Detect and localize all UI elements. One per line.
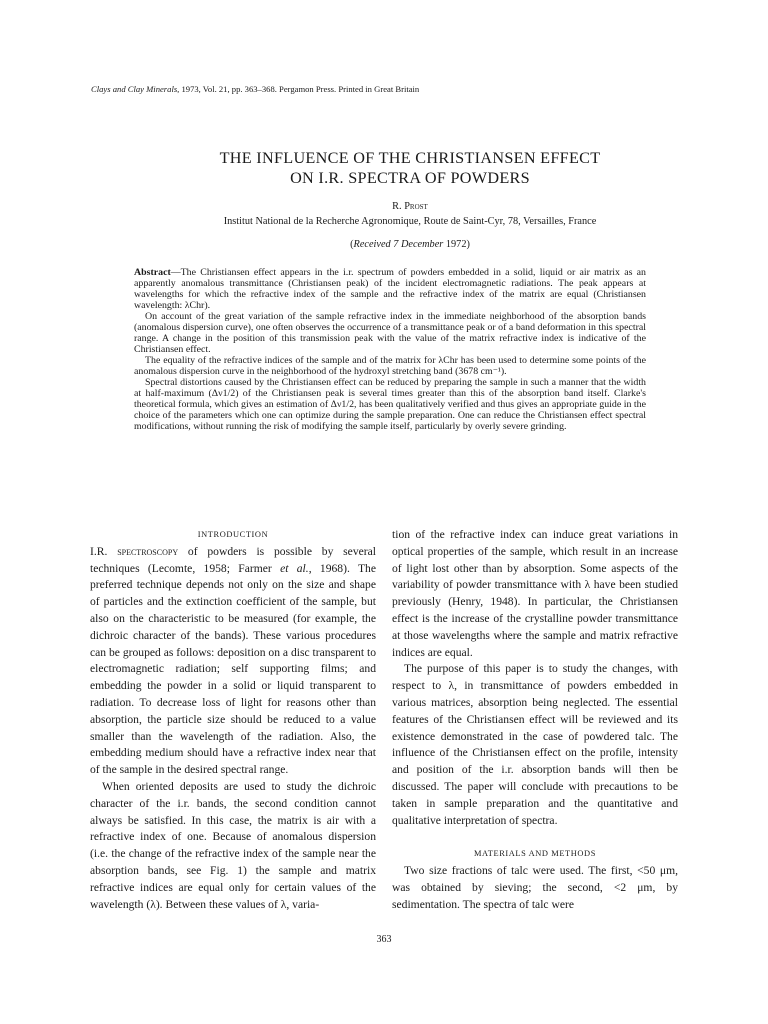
affiliation: Institut National de la Recherche Agronomique, Route de Saint-Cyr, 78, Versailles, France [223, 216, 597, 227]
journal-citation: 1973, Vol. 21, pp. 363–368. Pergamon Press. Printed in Great Britain [179, 84, 420, 94]
abstract-p1-text: —The Christiansen effect appears in the i.r. spectrum of powders embedded in a solid, liquid or air matrix as an apparently anomalous transmittance (Christiansen peak) of the incident electromagnetic radiations. The peak appears at wavelengths for which the refractive index of the sample and the refractive index of the matrix are equal (Christiansen wavelength: λChr). [134, 267, 646, 311]
page-number: 363 [376, 934, 392, 945]
materials-paragraph-1: Two size fractions of talc were used. The first, <50 μm, was obtained by sieving; the second, <2 μm, by sedimentation. The spectra of talc were [392, 864, 678, 911]
introduction-paragraph-4: The purpose of this paper is to study the changes, with respect to λ, in transmittance of powders embedded in various matrices, absorption being neglected. The essential features of the Christiansen effect will be reviewed and its existence demonstrated in the case of powdered talc. The influence of the Christiansen effect on the profile, intensity and position of the i.r. absorption bands will then be discussed. The paper will conclude with precautions to be taken in sample preparation and the quantitative and qualitative interpretation of spectra. [392, 662, 678, 827]
received-text: Received 7 December [353, 239, 444, 250]
received-date [90, 239, 730, 251]
intro-p1-a: of powders is possible by several techniques (Lecomte, 1958; Farmer [90, 544, 376, 575]
introduction-paragraph-1 [90, 544, 376, 779]
abstract-paragraph-2: On account of the great variation of the sample refractive index in the immediate neighborhood of the absorption bands (anomalous dispersion curve), one often observes the occurrence of a transmittance peak or of a band deformation in this spectral range. A change in the position of this transmission peak with the value of the matrix refractive index is indicative of the Christiansen effect. [134, 311, 646, 355]
abstract-paragraph-3: The equality of the refractive indices of the sample and of the matrix for λChr has been used to determine some points of the anomalous dispersion curve in the neighborhood of the hydroxyl stretching band (3678 cm⁻¹). [134, 355, 646, 377]
abstract-paragraph-4: Spectral distortions caused by the Christiansen effect can be reduced by preparing the sample in such a manner that the width at half-maximum (Δν1/2) of the Christiansen peak is several times greater than this of the absorption band itself. Clarke's theoretical formula, which gives an estimation of Δν1/2, has been qualitatively verified and thus gives an appropriate guide in the choice of the parameters which one can optimize during the sample preparation. One can reduce the Christiansen effect spectral modifications, without running the risk of modifying the sample itself, particularly by overly severe grinding. [134, 377, 646, 432]
author-initial: R. [392, 201, 405, 212]
body-column-left [90, 527, 376, 913]
author-surname: Prost [404, 201, 428, 212]
introduction-heading: INTRODUCTION [197, 530, 269, 539]
body-column-right [392, 527, 678, 914]
abstract-paragraph-1 [134, 267, 646, 311]
abstract-label: Abstract [134, 267, 171, 278]
author [90, 201, 730, 213]
running-head [91, 84, 651, 95]
intro-p1-etal: et al. [280, 561, 309, 575]
introduction-paragraph-3: tion of the refractive index can induce great variations in optical properties of the sample, which result in an increase of light lost other than by absorption. Some aspects of the variability of powder transmittance with λ have been studied previously (Henry, 1948). In particular, the Christiansen effect is the increase of the crystalline powder transmittance at those wavelengths where the sample and matrix refractive indices are equal. [392, 528, 678, 659]
received-close: 1972) [443, 239, 470, 250]
materials-heading: MATERIALS AND METHODS [474, 849, 596, 859]
intro-p1-b: , 1968). The preferred technique depends not only on the size and shape of particles and the extinction coefficient of the sample, but also on the characteristic to be measured (for example, the dichroic character of the bands). These various procedures can be grouped as follows: deposition on a disc transparent to electromagnetic radiation; self supporting films; and embedding the powder in a solid or liquid transparent to radiation. To decrease loss of light for reasons other than absorption, the particle size should be reduced to a value smaller than the wavelength of the radiation. Also, the embedding medium should have a refractive index near that of the sample in the desired spectral range. [90, 561, 376, 777]
introduction-paragraph-2: When oriented deposits are used to study the dichroic character of the i.r. bands, the second condition cannot always be satisfied. In this case, the matrix is air with a refractive index of one. Because of anomalous dispersion (i.e. the change of the refractive index of the sample near the absorption bands, see Fig. 1) the sample and matrix refractive indices are equal only for certain values of the wavelength (λ). Between these values of λ, varia- [90, 779, 376, 911]
received-open: ( [350, 239, 354, 250]
title-line-1: THE INFLUENCE OF THE CHRISTIANSEN EFFECT [219, 149, 601, 167]
abstract [134, 267, 646, 432]
journal-name: Clays and Clay Minerals, [91, 84, 180, 94]
title-line-2: ON I.R. SPECTRA OF POWDERS [290, 169, 530, 187]
intro-lead-word: I.R. spectroscopy [90, 544, 179, 558]
article-title [90, 148, 730, 188]
